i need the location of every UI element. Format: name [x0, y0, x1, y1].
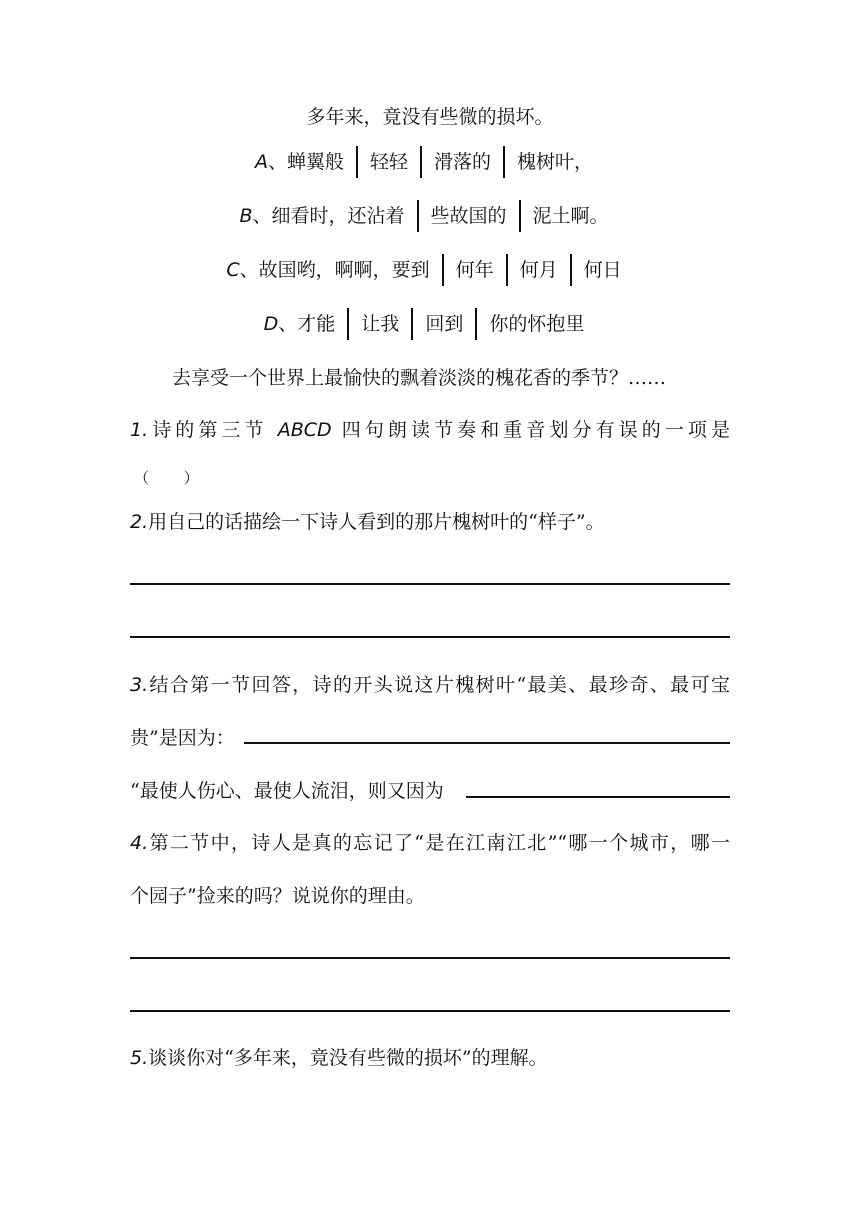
answer-line-q3-2[interactable] — [466, 796, 730, 798]
option-a-seg-3: 滑落的 — [434, 151, 492, 173]
option-a-text-1: 、蝉翼般 — [267, 151, 344, 173]
option-c-seg-1 — [226, 258, 441, 282]
option-b-seg-3: 泥土啊。 — [532, 205, 609, 227]
option-b-seg-1 — [239, 204, 416, 228]
option-c-seg-3: 何月 — [519, 259, 558, 281]
option-a-seg-4: 槐树叶， — [517, 151, 594, 173]
question-2-text: 用自己的话描绘一下诗人看到的那片槐树叶的“样子”。 — [148, 511, 605, 533]
answer-line-q4-2[interactable] — [130, 1010, 730, 1012]
option-a-letter: A — [254, 151, 268, 173]
option-d-text-1: 、才能 — [278, 313, 336, 335]
option-d — [0, 307, 860, 341]
question-2-number: 2. — [130, 511, 149, 533]
option-c-text-1: 、故国哟，啊啊，要到 — [239, 259, 430, 281]
poem-last-line: 去享受一个世界上最愉快的飘着淡淡的槐花香的季节？…… — [172, 367, 667, 389]
question-5-text: 谈谈你对“多年来，竟没有些微的损坏”的理解。 — [148, 1047, 548, 1069]
answer-line-q2-2[interactable] — [130, 636, 730, 638]
question-1-text-a: 诗的第三节 — [148, 419, 268, 441]
option-c-seg-4: 何日 — [583, 259, 622, 281]
option-b — [0, 199, 860, 233]
answer-line-q4-1[interactable] — [130, 957, 730, 959]
option-b-text-1: 、细看时，还沾着 — [252, 205, 405, 227]
answer-line-q2-1[interactable] — [130, 583, 730, 585]
option-a-seg-1 — [255, 150, 356, 174]
option-a — [0, 145, 860, 179]
option-b-letter: B — [239, 205, 253, 227]
option-d-seg-1 — [264, 312, 348, 336]
option-c — [0, 253, 860, 287]
question-4-text-1: 第二节中，诗人是真的忘记了“是在江南江北”“哪一个城市，哪一 — [148, 832, 730, 854]
question-4-line-1 — [130, 831, 730, 855]
option-b-seg-2: 些故国的 — [430, 205, 507, 227]
question-4-line-2: 个园子”捡来的吗？说说你的理由。 — [130, 885, 425, 907]
answer-parentheses[interactable]: （ ） — [134, 469, 199, 487]
answer-line-q3-1[interactable] — [244, 742, 730, 744]
question-2 — [130, 510, 605, 534]
option-d-letter: D — [263, 313, 279, 335]
option-d-seg-2: 让我 — [361, 313, 400, 335]
question-5 — [130, 1046, 548, 1070]
question-1-text-b: 四句朗读节奏和重音划分有误的一项是 — [341, 419, 730, 441]
question-3-line-3: “最使人伤心、最使人流泪，则又因为 — [130, 780, 444, 802]
question-3-number: 3. — [130, 674, 149, 696]
option-c-seg-2: 何年 — [455, 259, 494, 281]
option-a-seg-2: 轻轻 — [369, 151, 408, 173]
option-c-letter: C — [226, 259, 240, 281]
option-d-seg-3: 回到 — [425, 313, 464, 335]
question-3-line-1 — [130, 673, 730, 697]
question-1-number: 1. — [130, 419, 149, 441]
question-4-number: 4. — [130, 832, 149, 854]
question-1 — [130, 418, 730, 442]
option-d-seg-4: 你的怀抱里 — [489, 313, 585, 335]
question-3-text-1: 结合第一节回答，诗的开头说这片槐树叶“最美、最珍奇、最可宝 — [148, 674, 730, 696]
poem-tail-line: 多年来，竟没有些微的损坏。 — [306, 106, 554, 128]
question-1-latin: ABCD — [277, 419, 332, 441]
question-5-number: 5. — [130, 1047, 149, 1069]
question-3-line-2: 贵”是因为： — [130, 727, 235, 749]
